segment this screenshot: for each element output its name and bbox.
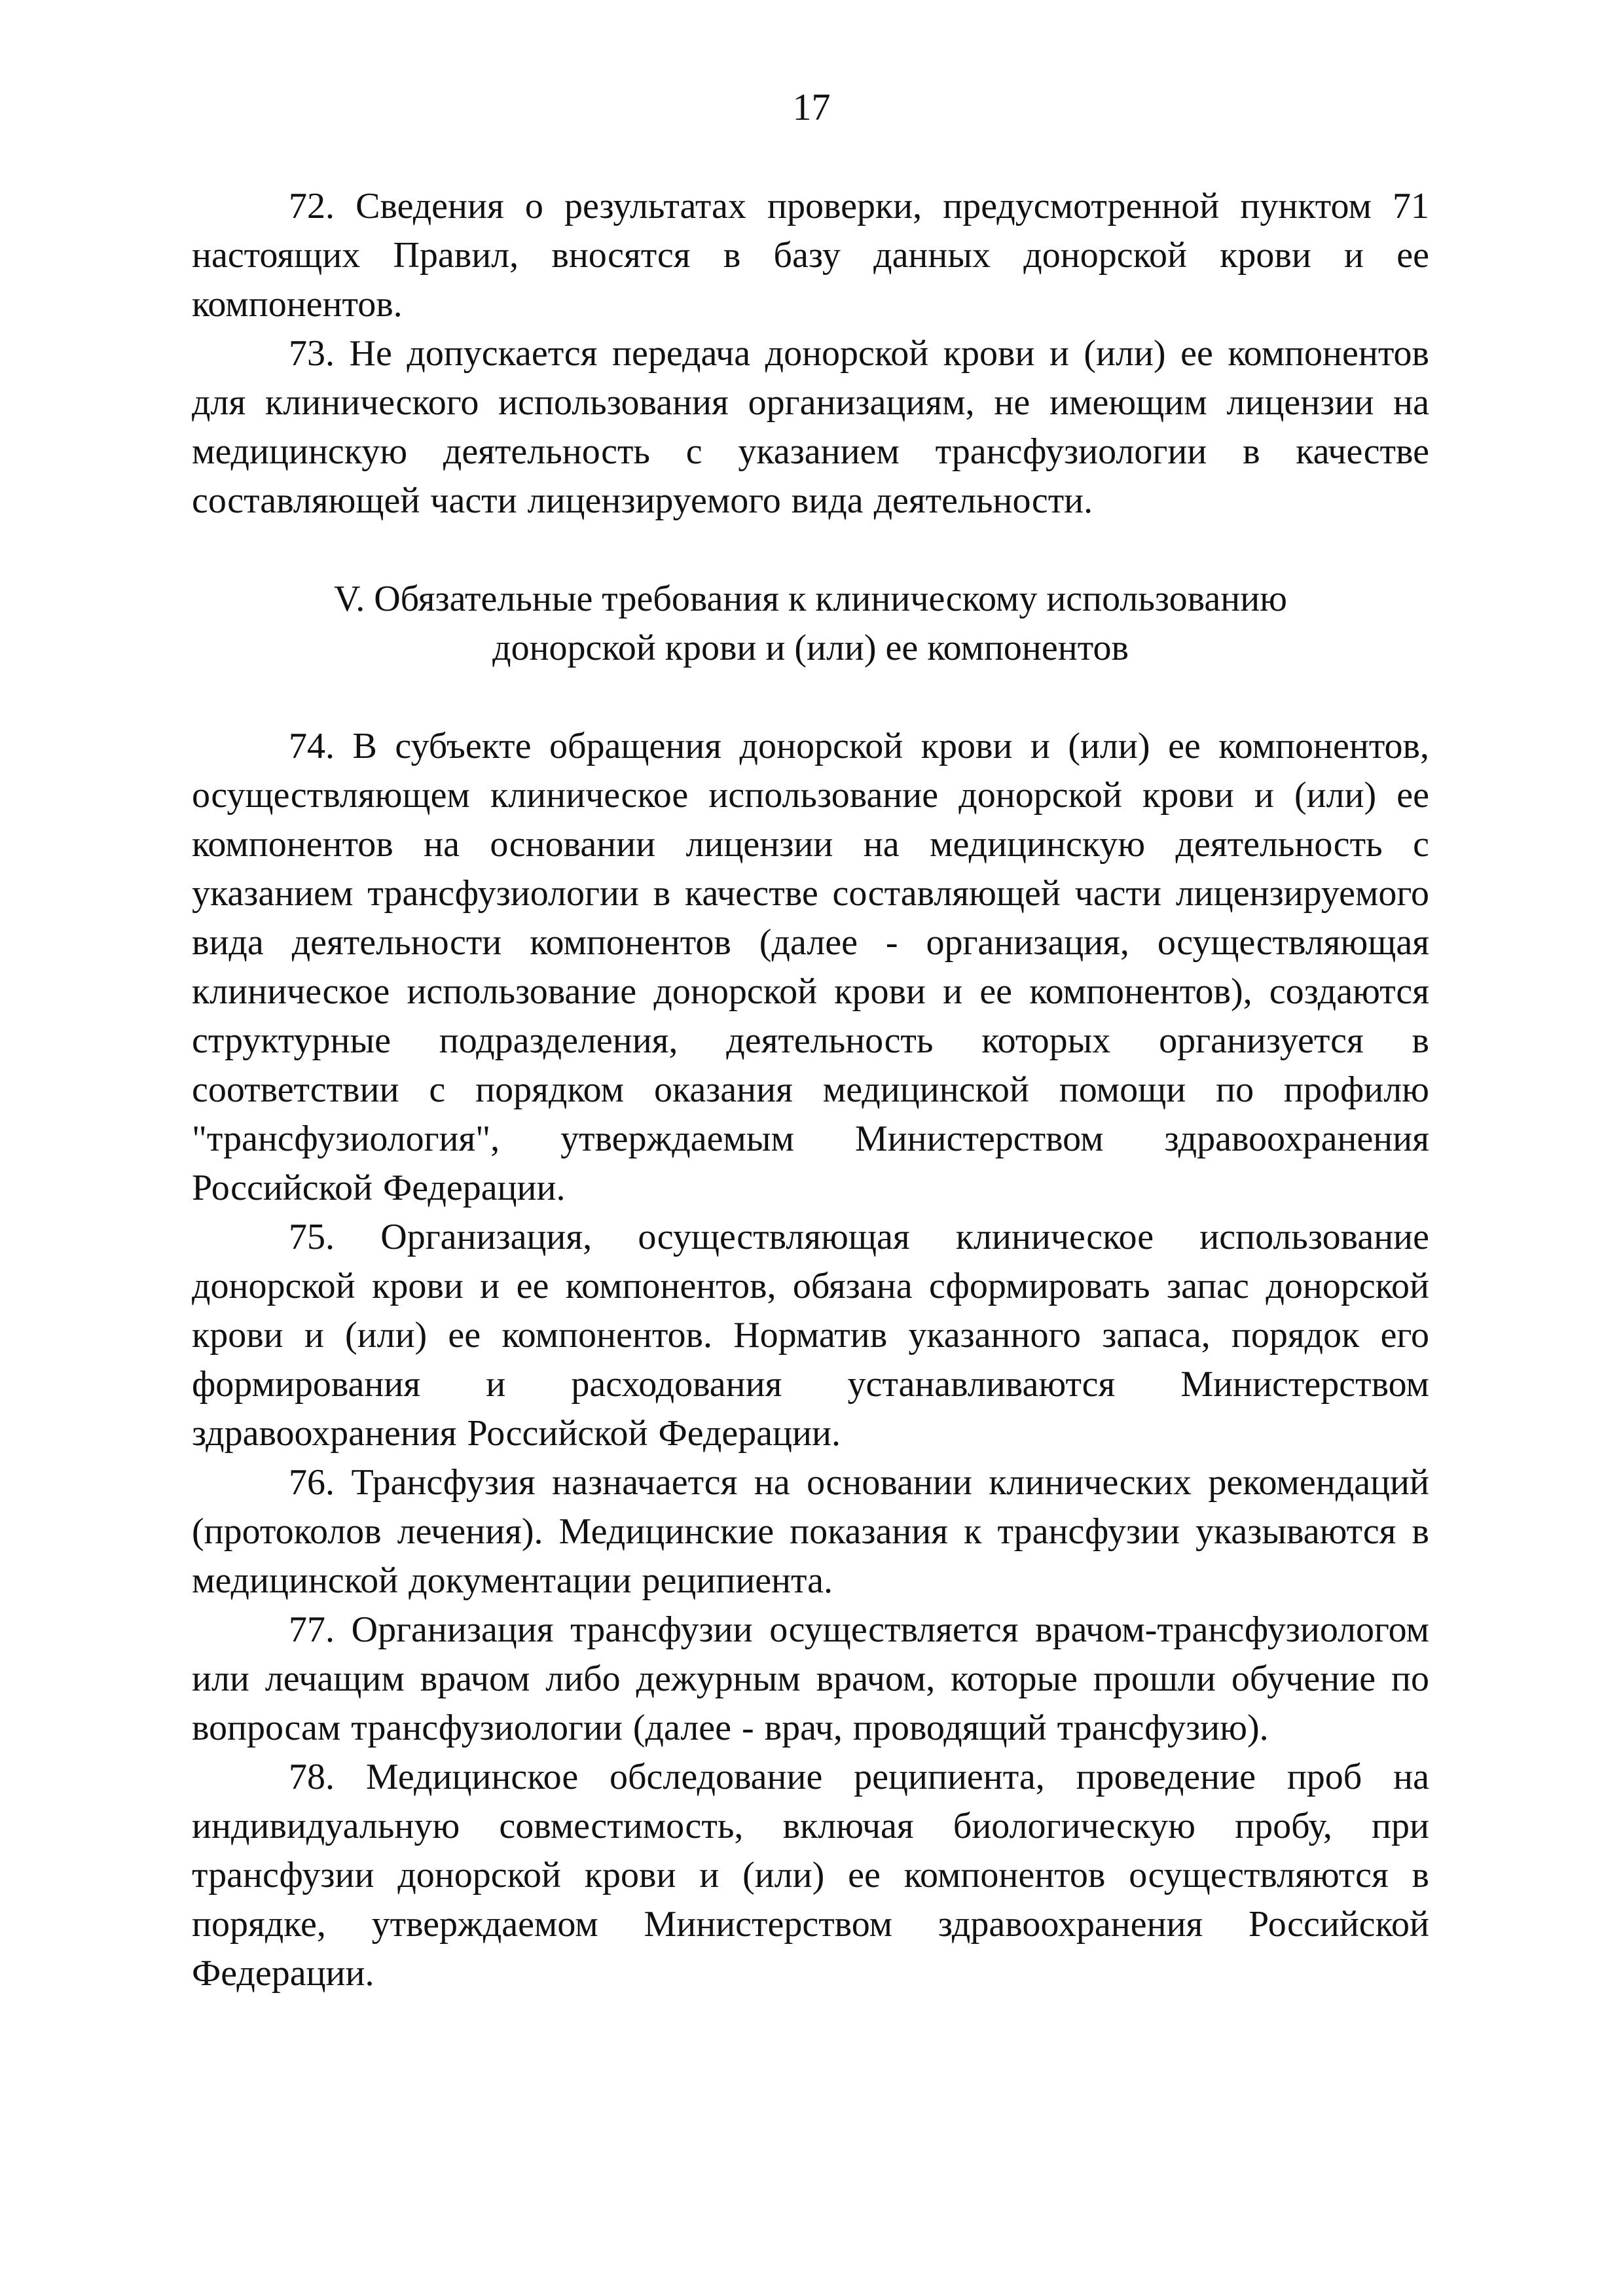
paragraph-78: 78. Медицинское обследование реципиента, проведение проб на индивидуальную совместимость, включая биологическую пробу, при трансфузии донорской крови и (или) ее компонентов осуществляются в порядке, утверждаемом Министерством здравоохранения Российской Федерации. <box>192 1757 1429 1994</box>
section-heading-line-1: V. Обязательные требования к клиническому использованию <box>334 579 1287 619</box>
paragraph-75: 75. Организация, осуществляющая клиническое использование донорской крови и ее компонентов, обязана сформировать запас донорской крови и (или) ее компонентов. Норматив указанного запаса, порядок его формирования и расходования устанавливаются Министерством здравоохранения Российской Федерации. <box>192 1217 1429 1454</box>
document-body <box>192 182 1429 1998</box>
paragraph-73: 73. Не допускается передача донорской крови и (или) ее компонентов для клинического использования организациям, не имеющим лицензии на медицинскую деятельность с указанием трансфузиологии в качестве составляющей части лицензируемого вида деятельности. <box>192 333 1429 521</box>
paragraph-77: 77. Организация трансфузии осуществляется врачом-трансфузиологом или лечащим врачом либо дежурным врачом, которые прошли обучение по вопросам трансфузиологии (далее - врач, проводящий трансфузию). <box>192 1609 1429 1748</box>
paragraph-76: 76. Трансфузия назначается на основании клинических рекомендаций (протоколов лечения). Медицинские показания к трансфузии указываются в медицинской документации реципиента. <box>192 1462 1429 1601</box>
paragraph-72: 72. Сведения о результатах проверки, предусмотренной пунктом 71 настоящих Правил, вносятся в базу данных донорской крови и ее компонентов. <box>192 186 1429 325</box>
page-number: 17 <box>792 86 831 128</box>
section-heading-line-2: донорской крови и (или) ее компонентов <box>492 628 1129 668</box>
section-heading <box>192 575 1429 673</box>
paragraph-74: 74. В субъекте обращения донорской крови и (или) ее компонентов, осуществляющем клиническое использование донорской крови и (или) ее компонентов на основании лицензии на медицинскую деятельность с указанием трансфузиологии в качестве составляющей части лицензируемого вида деятельности компонентов (далее - организация, осуществляющая клиническое использование донорской крови и ее компонентов), создаются структурные подразделения, деятельность которых организуется в соответствии с порядком оказания медицинской помощи по профилю "трансфузиология", утверждаемым Министерством здравоохранения Российской Федерации. <box>192 726 1429 1208</box>
